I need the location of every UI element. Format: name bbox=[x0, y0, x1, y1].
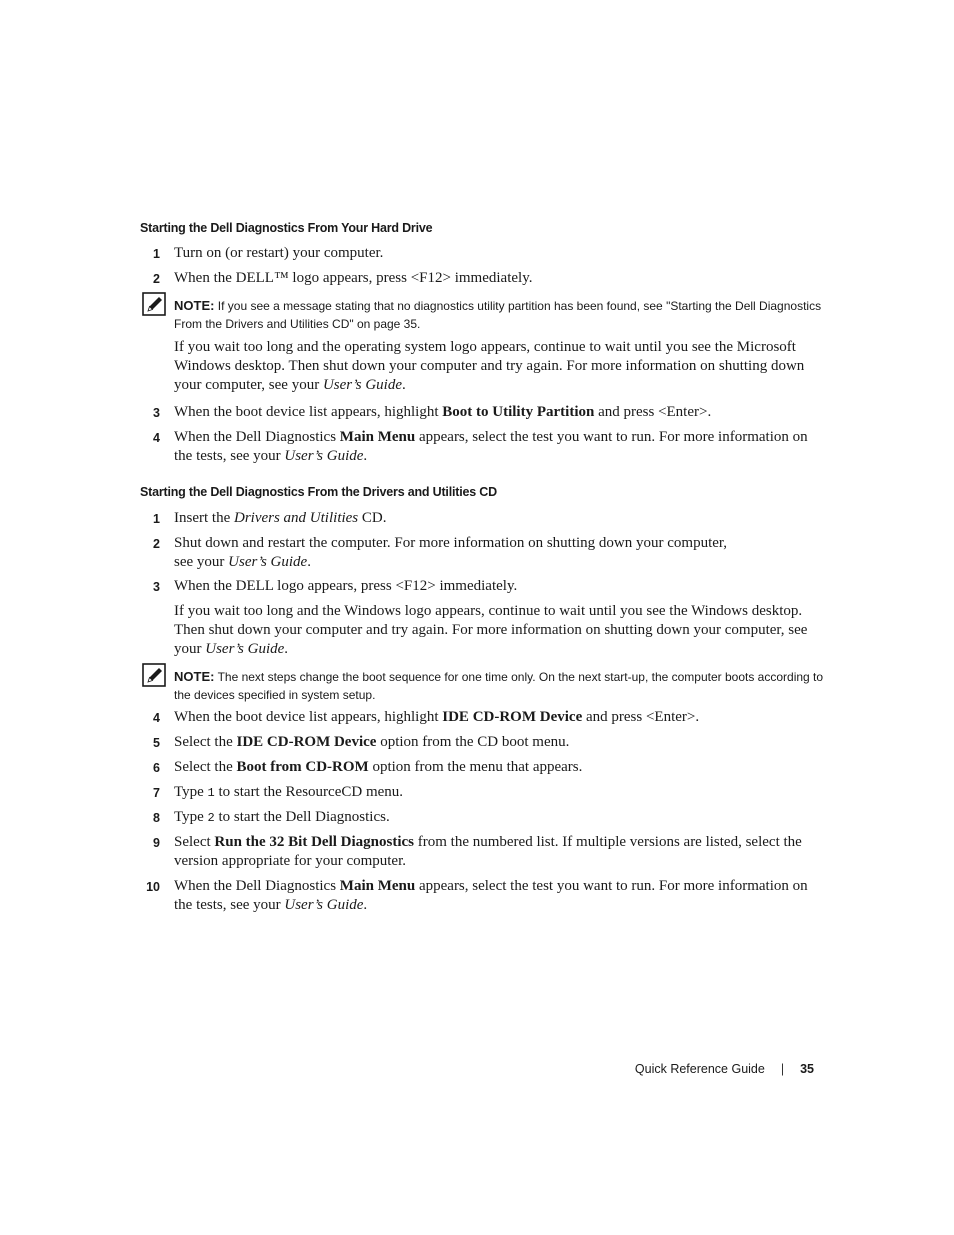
step-number: 1 bbox=[153, 247, 160, 261]
step-text: When the Dell Diagnostics Main Menu appears, select the test you want to run. For more information on the tests, see your User’s Guide. bbox=[174, 429, 808, 464]
step-number: 2 bbox=[153, 537, 160, 551]
option-name: IDE CD-ROM Device bbox=[442, 709, 583, 725]
step-text: When the Dell Diagnostics Main Menu appears, select the test you want to run. For more information on the tests, see your User’s Guide. bbox=[174, 878, 808, 913]
option-name: Run the 32 Bit Dell Diagnostics bbox=[214, 834, 414, 850]
step-number: 4 bbox=[153, 711, 160, 725]
step-1-cd bbox=[140, 509, 820, 528]
paragraph-hd bbox=[174, 338, 819, 395]
typed-key: 1 bbox=[207, 786, 215, 800]
paragraph-end: . bbox=[284, 641, 289, 657]
step-number: 4 bbox=[153, 431, 160, 445]
typed-key: 2 bbox=[207, 811, 215, 825]
step-number: 10 bbox=[146, 880, 160, 894]
step-text: Insert the Drivers and Utilities CD. bbox=[174, 510, 387, 526]
note-label: NOTE: bbox=[174, 298, 215, 313]
step-2-cd bbox=[140, 534, 820, 572]
section-heading-cd: Starting the Dell Diagnostics From the Drivers and Utilities CD bbox=[140, 485, 497, 499]
note-label: NOTE: bbox=[174, 669, 215, 684]
note-text bbox=[174, 297, 830, 333]
step-10-cd bbox=[140, 877, 820, 915]
page-footer bbox=[635, 1062, 814, 1076]
users-guide-ref: User’s Guide bbox=[284, 897, 364, 913]
step-text: When the DELL™ logo appears, press <F12> immediately. bbox=[174, 270, 533, 286]
cd-name: Drivers and Utilities bbox=[233, 510, 359, 526]
step-number: 5 bbox=[153, 736, 160, 750]
step-number: 8 bbox=[153, 811, 160, 825]
note-body: If you see a message stating that no diagnostics utility partition has been found, see "Starting the Dell Diagnostics From the Drivers and Utilities CD" on page 35. bbox=[174, 299, 822, 331]
page-number: 35 bbox=[800, 1062, 814, 1076]
note-body: The next steps change the boot sequence for one time only. On the next start-up, the computer boots according to the devices specified in system setup. bbox=[174, 670, 824, 702]
step-4-cd bbox=[140, 708, 820, 727]
step-3-hd bbox=[140, 403, 820, 422]
paragraph-cd bbox=[174, 602, 819, 659]
section-heading-hard-drive: Starting the Dell Diagnostics From Your Hard Drive bbox=[140, 221, 433, 235]
step-number: 3 bbox=[153, 580, 160, 594]
paragraph-text: If you wait too long and the operating system logo appears, continue to wait until you see the Microsoft Windows desktop. Then shut down your computer and try again. For more information on shutting down your computer, see your bbox=[174, 339, 805, 393]
paragraph-end: . bbox=[401, 377, 406, 393]
step-7-cd bbox=[140, 783, 820, 803]
note-cd bbox=[140, 668, 830, 704]
step-2-hd bbox=[140, 269, 820, 288]
step-5-cd bbox=[140, 733, 820, 752]
step-text: Type 2 to start the Dell Diagnostics. bbox=[174, 809, 390, 825]
users-guide-ref: User’s Guide bbox=[284, 448, 364, 464]
step-text: When the DELL logo appears, press <F12> immediately. bbox=[174, 578, 518, 594]
step-9-cd bbox=[140, 833, 820, 871]
step-number: 9 bbox=[153, 836, 160, 850]
option-name: IDE CD-ROM Device bbox=[236, 734, 377, 750]
step-8-cd bbox=[140, 808, 820, 828]
step-4-hd bbox=[140, 428, 820, 466]
users-guide-ref: User’s Guide bbox=[205, 641, 285, 657]
step-number: 7 bbox=[153, 786, 160, 800]
step-text: Turn on (or restart) your computer. bbox=[174, 245, 384, 261]
step-text: Select Run the 32 Bit Dell Diagnostics from the numbered list. If multiple versions are listed, select the version appropriate for your computer. bbox=[174, 834, 802, 869]
step-number: 1 bbox=[153, 512, 160, 526]
paragraph-text: If you wait too long and the Windows logo appears, continue to wait until you see the Windows desktop. Then shut down your computer and try again. For more information on shutting down your computer, see your bbox=[174, 603, 808, 657]
step-3-cd bbox=[140, 577, 820, 596]
option-name: Boot from CD-ROM bbox=[236, 759, 369, 775]
step-text: Shut down and restart the computer. For more information on shutting down your computer, see your User’s Guide. bbox=[174, 535, 728, 570]
option-name: Main Menu bbox=[339, 429, 416, 445]
option-name: Main Menu bbox=[339, 878, 416, 894]
users-guide-ref: User’s Guide bbox=[322, 377, 402, 393]
step-text: Select the IDE CD-ROM Device option from the CD boot menu. bbox=[174, 734, 570, 750]
pencil-note-icon bbox=[142, 292, 166, 316]
step-text: Type 1 to start the ResourceCD menu. bbox=[174, 784, 404, 800]
step-text: When the boot device list appears, highlight IDE CD-ROM Device and press <Enter>. bbox=[174, 709, 700, 725]
note-hd bbox=[140, 297, 830, 333]
step-6-cd bbox=[140, 758, 820, 777]
step-number: 2 bbox=[153, 272, 160, 286]
note-text bbox=[174, 668, 830, 704]
step-1-hd bbox=[140, 244, 820, 263]
step-text: When the boot device list appears, highlight Boot to Utility Partition and press <Enter>. bbox=[174, 404, 712, 420]
footer-separator: | bbox=[780, 1062, 785, 1076]
step-text: Select the Boot from CD-ROM option from the menu that appears. bbox=[174, 759, 583, 775]
pencil-note-icon bbox=[142, 663, 166, 687]
option-name: Boot to Utility Partition bbox=[442, 404, 595, 420]
step-number: 3 bbox=[153, 406, 160, 420]
footer-title: Quick Reference Guide bbox=[634, 1062, 765, 1076]
users-guide-ref: User’s Guide bbox=[228, 554, 308, 570]
step-number: 6 bbox=[153, 761, 160, 775]
